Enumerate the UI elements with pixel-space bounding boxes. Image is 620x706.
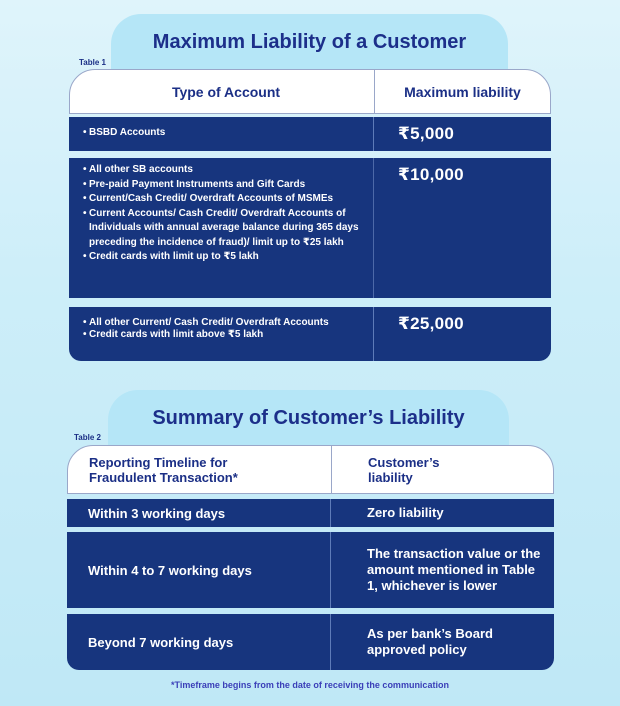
table1-row-amount: ₹5,000 [373,117,551,151]
list-item: • Current/Cash Credit/ Overdraft Accounts of MSMEs [83,192,367,207]
table2-row-liability: As per bank’s Board approved policy [330,614,554,670]
table2-title-tab [108,390,509,446]
footnote: *Timeframe begins from the date of receiving the communication [171,680,449,690]
list-item: • Credit cards with limit up to ₹5 lakh [83,250,367,265]
table2-label: Table 2 [74,433,101,442]
list-item: • BSBD Accounts [83,126,373,141]
list-item: • All other SB accounts [83,163,367,178]
table1-title: Maximum Liability of a Customer [152,30,467,53]
table1-row-items [69,158,373,298]
table1-row-amount: ₹25,000 [373,307,551,361]
table1-row-sb [69,158,551,298]
table2-header [67,445,554,494]
table2-header-liability: Customer’s liability [331,446,553,493]
table1-row-bsbd [69,117,551,151]
table2-header-timeline: Reporting Timeline for Fraudulent Transaction* [89,454,238,485]
table1-row-amount: ₹10,000 [373,158,551,298]
table2-row-timeline: Beyond 7 working days [88,634,234,650]
list-item: • Current Accounts/ Cash Credit/ Overdraft Accounts of Individuals with annual average balance during 365 days preceding the incidence of fraud)/ limit up to ₹25 lakh [83,207,367,251]
table2-row-liability: Zero liability [330,499,554,527]
table2-title: Summary of Customer’s Liability [152,406,465,429]
table2-row [67,614,554,670]
table1-row-current [69,307,551,361]
list-item: • Credit cards with limit above ₹5 lakh [83,329,367,341]
table1-header-max: Maximum liability [374,70,550,113]
list-item: • All other Current/ Cash Credit/ Overdraft Accounts [83,317,367,329]
table2-row-liability: The transaction value or the amount mentioned in Table 1, whichever is lower [330,532,554,608]
table1-title-tab [111,14,508,70]
table1-row-items [69,117,373,151]
table1-label: Table 1 [79,58,106,67]
table2-row-timeline: Within 4 to 7 working days [88,562,252,578]
table1-header-type: Type of Account [171,83,281,100]
table2-row-timeline: Within 3 working days [88,505,226,521]
table2-row [67,532,554,608]
table2-row [67,499,554,527]
table1-row-items [69,307,373,361]
table1-header [69,69,551,114]
list-item: • Pre-paid Payment Instruments and Gift Cards [83,178,367,193]
